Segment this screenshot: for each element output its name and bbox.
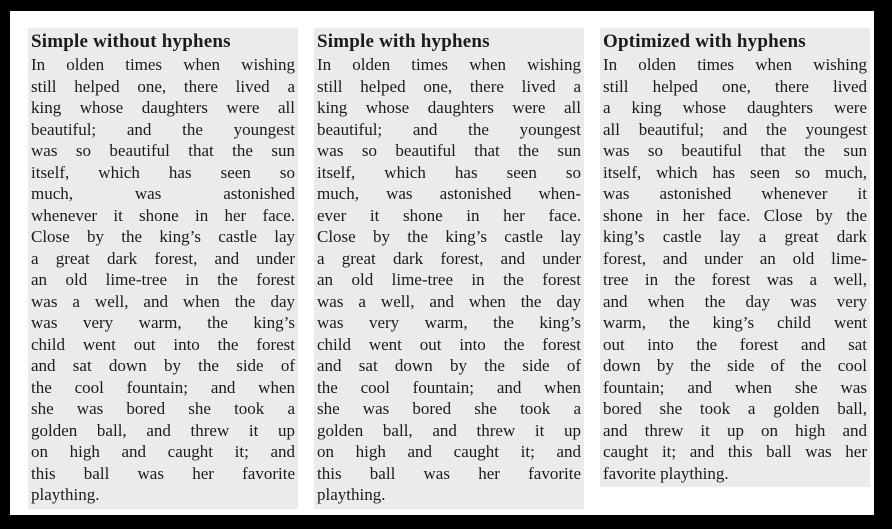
text-line: an old lime-tree in the forest — [317, 270, 581, 289]
text-line: child went out into the forest — [317, 334, 581, 354]
text-line: she was bored she took a — [317, 399, 581, 418]
column-text — [31, 54, 295, 506]
column-text — [317, 54, 581, 506]
column-simple-hyphens — [314, 28, 584, 509]
text-line: bored she took a golden ball, — [603, 399, 867, 418]
text-line: plaything. — [317, 485, 386, 504]
text-line: itself, which has seen so — [317, 162, 581, 182]
text-line: was very warm, the king’s — [31, 313, 295, 332]
text-line: In olden times when wishing — [31, 55, 295, 74]
text-line: still helped one, there lived — [603, 76, 867, 96]
text-line: forest, and under an old lime- — [603, 248, 867, 268]
text-line: she was bored she took a — [31, 399, 295, 418]
text-line: king whose daughters were all — [31, 98, 295, 117]
text-line: plaything. — [31, 485, 100, 504]
text-line: beautiful; and the youngest — [31, 119, 295, 139]
text-line: favorite plaything. — [603, 463, 729, 483]
text-line: tree in the forest was a well, — [603, 270, 867, 289]
column-simple-no-hyphens — [28, 28, 298, 509]
text-line: much, was astonished when- — [317, 184, 581, 203]
text-line: on high and caught it; and — [31, 442, 295, 461]
text-line: warm, the king’s child went — [603, 313, 867, 332]
text-block — [314, 28, 584, 509]
text-line: was astonished whenever it — [603, 184, 867, 203]
text-line: was so beautiful that the sun — [317, 141, 581, 160]
text-line: Close by the king’s castle lay — [31, 227, 295, 246]
column-heading: Optimized with hyphens — [603, 31, 806, 52]
text-block — [600, 28, 870, 487]
text-line: and sat down by the side of — [31, 356, 295, 375]
text-line: the cool fountain; and when — [31, 377, 295, 397]
text-line: was so beautiful that the sun — [31, 141, 295, 160]
text-line: In olden times when wishing — [317, 55, 581, 74]
text-line: much, was astonished — [31, 184, 295, 203]
text-line: Close by the king’s castle lay — [317, 227, 581, 246]
text-line: an old lime-tree in the forest — [31, 270, 295, 289]
text-line: still helped one, there lived a — [317, 76, 581, 96]
text-line: out into the forest and sat — [603, 334, 867, 354]
text-line: the cool fountain; and when — [317, 377, 581, 397]
text-line: child went out into the forest — [31, 334, 295, 354]
text-line: was a well, and when the day — [317, 291, 581, 311]
text-line: golden ball, and threw it up — [31, 420, 295, 440]
text-line: In olden times when wishing — [603, 55, 867, 74]
text-line: a king whose daughters were — [603, 98, 867, 117]
text-line: this ball was her favorite — [317, 463, 581, 483]
text-line: was so beautiful that the sun — [603, 141, 867, 160]
text-line: a great dark forest, and under — [31, 248, 295, 268]
text-line: was very warm, the king’s — [317, 313, 581, 332]
column-text — [603, 54, 867, 484]
text-line: whenever it shone in her face. — [31, 205, 295, 225]
column-heading: Simple without hyphens — [31, 31, 231, 52]
text-line: was a well, and when the day — [31, 291, 295, 311]
text-line: fountain; and when she was — [603, 377, 867, 397]
column-optimized-hyphens — [600, 28, 870, 487]
document-page — [10, 11, 874, 515]
text-line: king’s castle lay a great dark — [603, 227, 867, 246]
text-line: and when the day was very — [603, 291, 867, 311]
text-line: shone in her face. Close by the — [603, 205, 867, 225]
text-line: beautiful; and the youngest — [317, 119, 581, 139]
text-line: golden ball, and threw it up — [317, 420, 581, 440]
text-line: a great dark forest, and under — [317, 248, 581, 268]
text-line: itself, which has seen so — [31, 162, 295, 182]
text-line: this ball was her favorite — [31, 463, 295, 483]
text-line: itself, which has seen so much, — [603, 162, 867, 182]
text-line: all beautiful; and the youngest — [603, 119, 867, 139]
text-line: still helped one, there lived a — [31, 76, 295, 96]
text-line: king whose daughters were all — [317, 98, 581, 117]
text-line: down by the side of the cool — [603, 356, 867, 375]
text-block — [28, 28, 298, 509]
column-heading: Simple with hyphens — [317, 31, 490, 52]
text-line: and sat down by the side of — [317, 356, 581, 375]
text-line: on high and caught it; and — [317, 442, 581, 461]
text-line: caught it; and this ball was her — [603, 442, 867, 461]
text-line: and threw it up on high and — [603, 420, 867, 440]
text-line: ever it shone in her face. — [317, 205, 581, 225]
